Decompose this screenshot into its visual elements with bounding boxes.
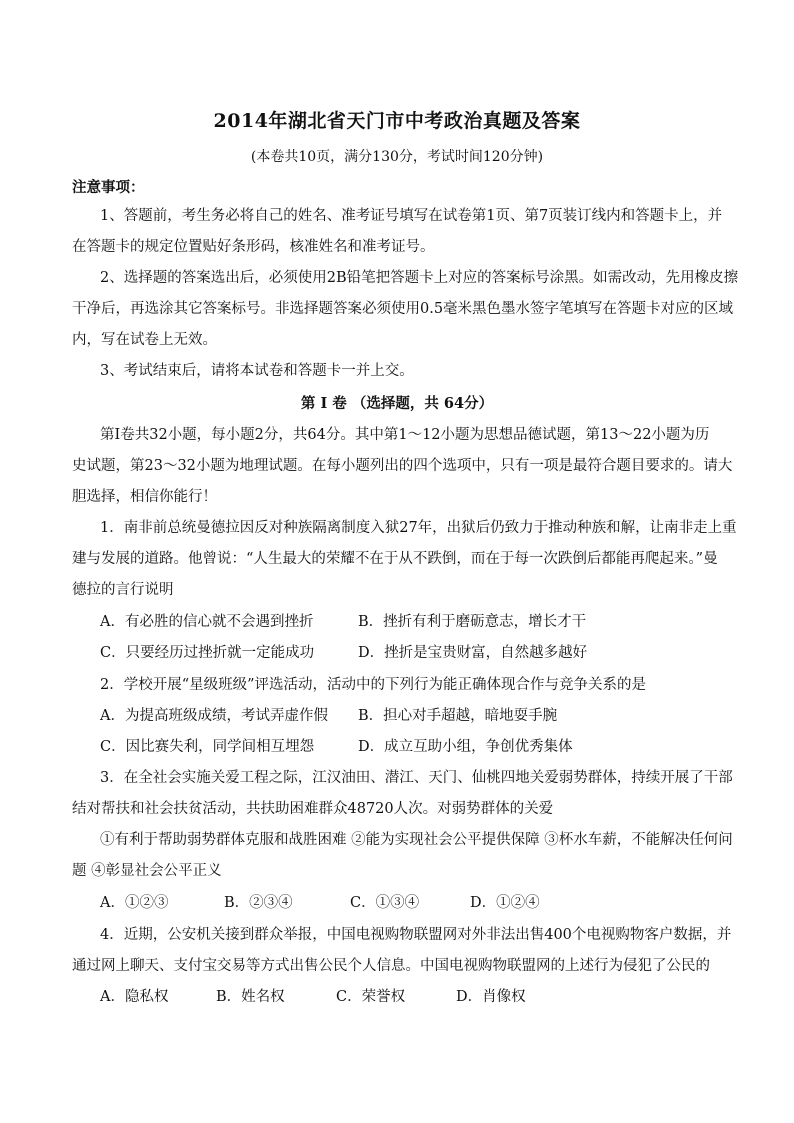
q3-option-d: D．①②④ [470, 895, 540, 911]
q3-stem-line-1: 3．在全社会实施关爱工程之际，江汉油田、潜江、天门、仙桃四地关爱弱势群体，持续开展了干部 [100, 770, 733, 786]
q1-options-row-1 [100, 612, 720, 632]
q1-option-d: D．挫折是宝贵财富，自然越多越好 [358, 645, 588, 661]
q3-options-row [100, 893, 560, 913]
notice-2-line-2: 干净后，再选涂其它答案标号。非选择题答案必须使用0.5毫米黑色墨水签字笔填写在答题卡对应的区域 [72, 301, 734, 317]
q1-stem-line-3: 德拉的言行说明 [72, 582, 174, 598]
q3-option-b: B．②③④ [224, 895, 293, 911]
notice-1-line-1: 1、答题前，考生务必将自己的姓名、准考证号填写在试卷第1页、第7页装订线内和答题卡上，并 [100, 208, 723, 224]
section-heading: 第 I 卷 （选择题，共 64分） [300, 395, 494, 412]
notice-2-line-3: 内，写在试卷上无效。 [72, 332, 217, 348]
notice-3: 3、考试结束后，请将本试卷和答题卡一并上交。 [100, 363, 414, 379]
q1-stem-line-2: 建与发展的道路。他曾说：“人生最大的荣耀不在于从不跌倒，而在于每一次跌倒后都能再爬起来。”曼 [72, 551, 718, 567]
q1-option-b: B．挫折有利于磨砺意志，增长才干 [358, 614, 587, 630]
q1-option-a: A．有必胜的信心就不会遇到挫折 [100, 614, 314, 630]
q3-statements-line-1: ①有利于帮助弱势群体克服和战胜困难 ②能为实现社会公平提供保障 ③杯水车薪，不能解决任何问 [100, 832, 733, 848]
q3-stem-line-2: 结对帮扶和社会扶贫活动，共扶助困难群众48720人次。对弱势群体的关爱 [72, 801, 554, 817]
q2-option-d: D．成立互助小组，争创优秀集体 [358, 739, 573, 755]
q4-options-row [100, 987, 540, 1007]
q4-option-a: A．隐私权 [100, 989, 169, 1005]
page-title: 2014年湖北省天门市中考政治真题及答案 [213, 110, 581, 132]
q3-statements-line-2: 题 ④彰显社会公平正义 [72, 863, 222, 879]
q2-option-a: A．为提高班级成绩，考试弄虚作假 [100, 708, 328, 724]
q2-options-row-1 [100, 706, 720, 726]
notice-heading: 注意事项： [72, 179, 145, 196]
notice-2-line-1: 2、选择题的答案选出后，必须使用2B铅笔把答题卡上对应的答案标号涂黑。如需改动，先用橡皮擦 [100, 270, 739, 286]
q4-option-b: B．姓名权 [216, 989, 285, 1005]
q3-option-a: A．①②③ [100, 895, 169, 911]
q4-option-d: D．肖像权 [456, 989, 526, 1005]
q1-option-c: C．只要经历过挫折就一定能成功 [100, 645, 315, 661]
q4-option-c: C．荣誉权 [336, 989, 406, 1005]
q3-option-c: C．①③④ [350, 895, 420, 911]
notice-1-line-2: 在答题卡的规定位置贴好条形码，核准姓名和准考证号。 [72, 239, 435, 255]
q2-stem: 2．学校开展“星级班级”评选活动，活动中的下列行为能正确体现合作与竞争关系的是 [100, 677, 647, 693]
q4-stem-line-2: 通过网上聊天、支付宝交易等方式出售公民个人信息。中国电视购物联盟网的上述行为侵犯了公民的 [72, 958, 710, 974]
q2-option-c: C．因比赛失利，同学间相互埋怨 [100, 739, 315, 755]
section-intro-line-3: 胆选择，相信你能行！ [72, 489, 217, 505]
q1-stem-line-1: 1．南非前总统曼德拉因反对种族隔离制度入狱27年，出狱后仍致力于推动种族和解，让南非走上重 [100, 520, 737, 536]
section-intro-line-2: 史试题，第23～32小题为地理试题。在每小题列出的四个选项中，只有一项是最符合题目要求的。请大 [72, 458, 733, 474]
section-intro-line-1: 第I卷共32小题，每小题2分，共64分。其中第1～12小题为思想品德试题，第13～22小题为历 [100, 427, 710, 443]
q2-option-b: B．担心对手超越，暗地耍手腕 [358, 708, 558, 724]
q1-options-row-2 [100, 643, 720, 663]
q2-options-row-2 [100, 737, 720, 757]
exam-info: (本卷共10页，满分130分，考试时间120分钟) [250, 149, 544, 165]
q4-stem-line-1: 4．近期，公安机关接到群众举报，中国电视购物联盟网对外非法出售400个电视购物客户数据，并 [100, 927, 732, 943]
